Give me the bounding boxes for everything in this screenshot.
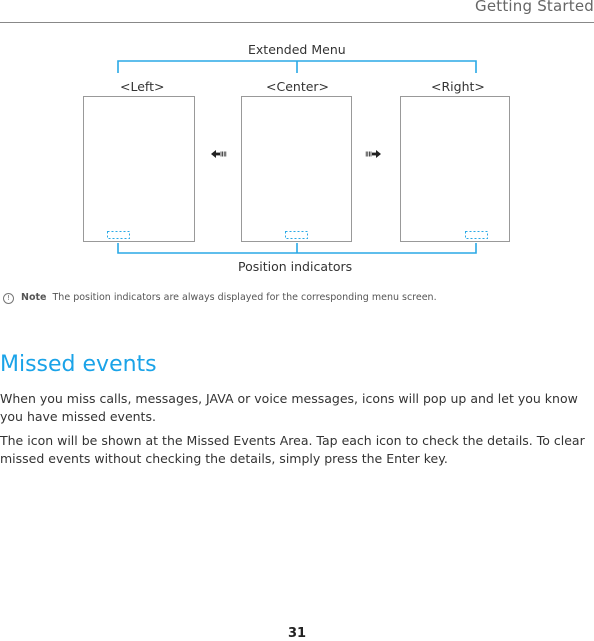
screen-label-left: <Left> [120, 79, 165, 94]
arrow-right-icon [366, 150, 381, 158]
section-title: Missed events [0, 352, 157, 377]
position-indicators-label: Position indicators [238, 259, 353, 274]
screen-frame-left [84, 97, 195, 242]
extended-menu-label: Extended Menu [248, 42, 346, 57]
position-indicators-bracket [118, 243, 476, 253]
section-paragraph: When you miss calls, messages, JAVA or voice messages, icons will pop up and let you know you have missed events. [0, 391, 578, 424]
page-number: 31 [287, 626, 307, 641]
extended-menu-bracket [118, 61, 476, 73]
note [3, 292, 437, 304]
screen-frame-right [401, 97, 510, 242]
info-icon: ! [3, 293, 14, 304]
note-text: The position indicators are always displayed for the corresponding menu screen. [52, 292, 437, 303]
arrow-left-icon [211, 150, 226, 158]
section-paragraph: The icon will be shown at the Missed Events Area. Tap each icon to check the details. To clear missed events without checking the details, simply press the Enter key. [0, 433, 585, 466]
page-header-title: Getting Started [475, 0, 594, 15]
screen-label-center: <Center> [266, 79, 330, 94]
screen-frame-center [242, 97, 352, 242]
screen-label-right: <Right> [431, 79, 485, 94]
note-label: Note [21, 292, 47, 303]
